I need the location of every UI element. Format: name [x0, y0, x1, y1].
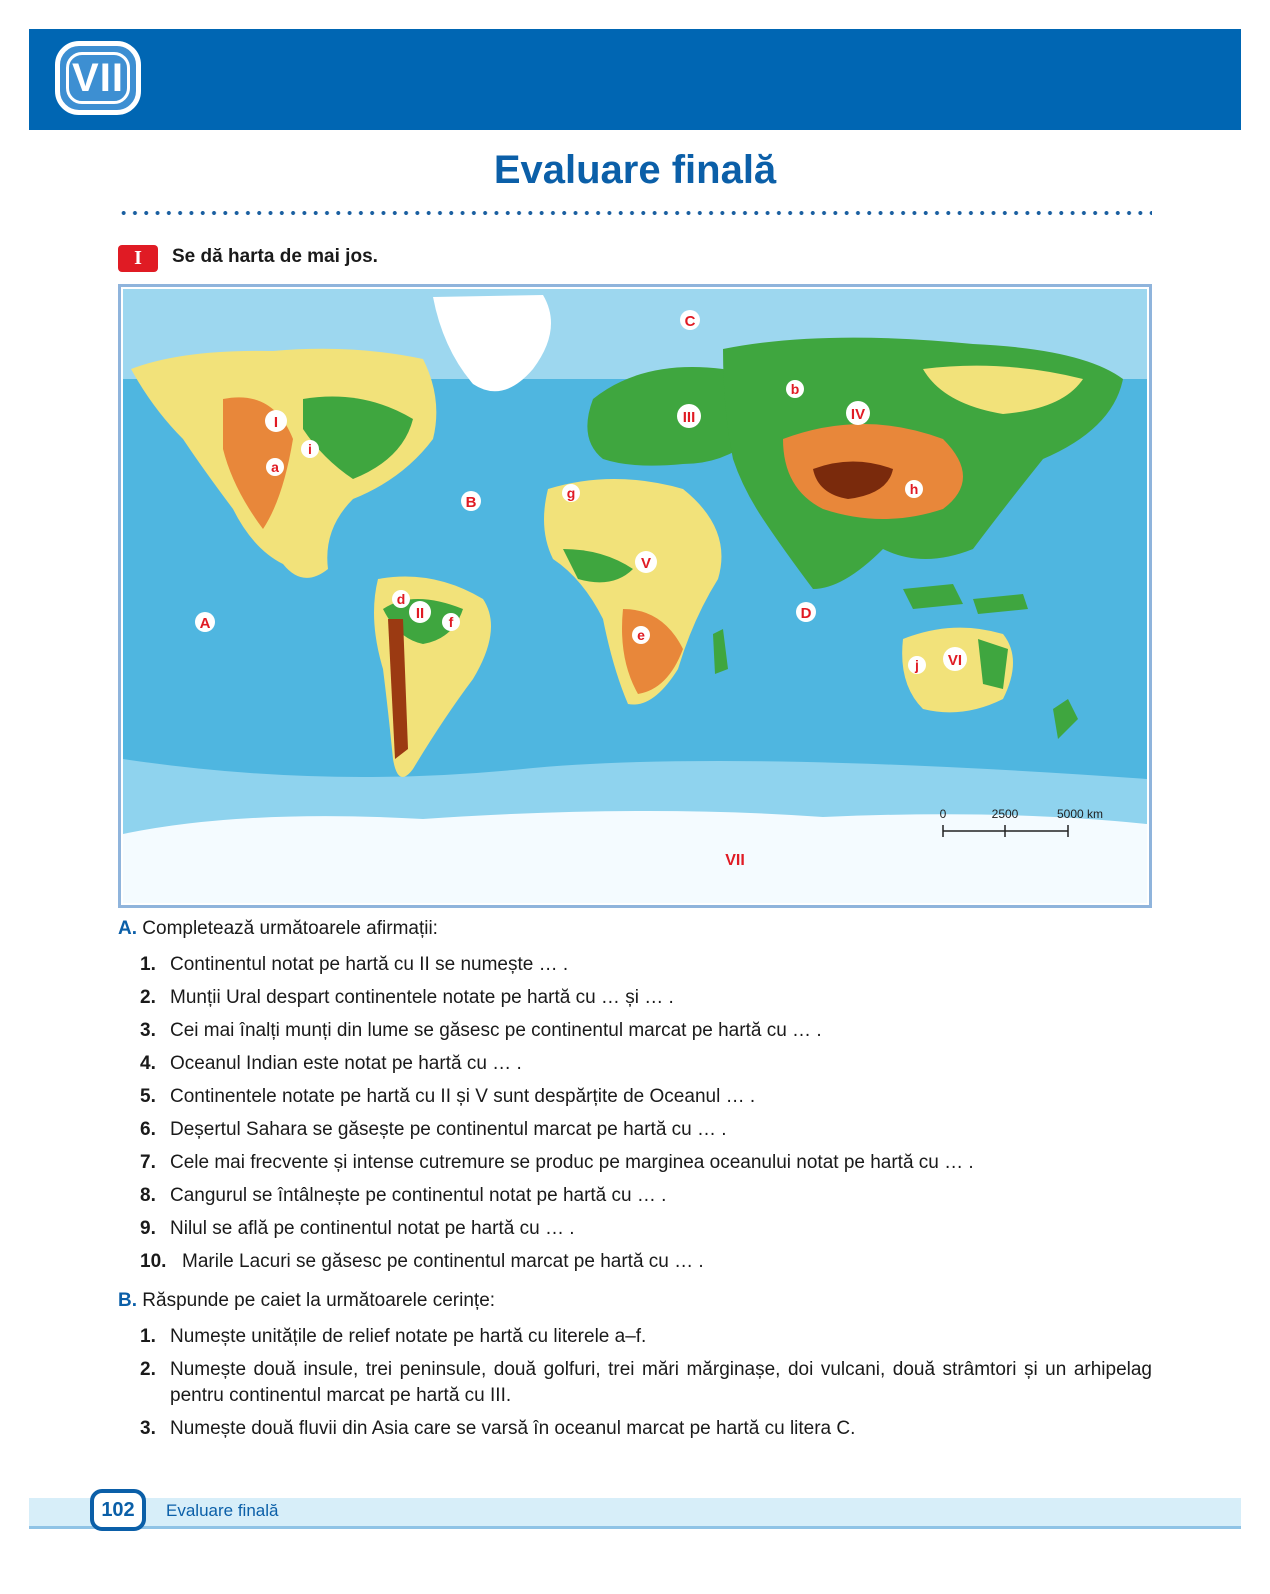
svg-text:h: h: [909, 481, 919, 497]
section-b-text: Răspunde pe caiet la următoarele cerințe:: [142, 1290, 496, 1311]
footer-title: Evaluare finală: [166, 1501, 279, 1520]
label-relief-i: [301, 440, 319, 458]
list-item: 7. Cele mai frecvente și intense cutremure se produc pe marginea oceanului notat pe hartă cu … .: [140, 1152, 974, 1173]
list-item: 1. Continentul notat pe hartă cu II se numește … .: [140, 954, 569, 975]
label-relief-e: [632, 626, 650, 644]
list-item: 9. Nilul se află pe continentul notat pe hartă cu … .: [140, 1218, 575, 1239]
label-continent-III: [677, 404, 701, 428]
list-item: 5. Continentele notate pe hartă cu II și V sunt despărțite de Oceanul … .: [140, 1086, 756, 1107]
label-continent-VII: [725, 852, 745, 869]
svg-text:C: C: [684, 313, 696, 330]
label-continent-II: [409, 601, 431, 623]
svg-text:D: D: [800, 605, 812, 622]
svg-text:g: g: [566, 485, 576, 501]
svg-text:B: B: [465, 494, 477, 511]
section-a-heading: [118, 918, 438, 940]
label-relief-g: [562, 484, 580, 502]
page-number: 102: [90, 1489, 146, 1531]
svg-text:IV: IV: [850, 406, 866, 423]
label-ocean-B: [461, 491, 481, 511]
list-item: 8. Cangurul se întâlnește pe continentul notat pe hartă cu … .: [140, 1185, 667, 1206]
svg-text:I: I: [273, 414, 279, 431]
exercise-intro: Se dă harta de mai jos.: [172, 246, 378, 267]
label-relief-a: [266, 458, 284, 476]
list-item: 1. Numește unitățile de relief notate pe hartă cu literele a–f.: [140, 1326, 647, 1347]
svg-text:V: V: [640, 555, 652, 572]
svg-text:i: i: [308, 441, 312, 457]
world-map: [118, 284, 1152, 908]
label-ocean-C: [680, 310, 700, 330]
svg-text:b: b: [790, 381, 800, 397]
label-continent-V: [635, 551, 657, 573]
scale-tick-2500: 2500: [991, 807, 1019, 821]
label-continent-IV: [846, 401, 870, 425]
unit-banner: [29, 29, 1241, 130]
svg-text:e: e: [637, 627, 645, 643]
svg-text:f: f: [448, 614, 454, 630]
list-item: 6. Deșertul Sahara se găsește pe continentul marcat pe hartă cu … .: [140, 1119, 727, 1140]
label-relief-h: [905, 480, 923, 498]
label-relief-f: [442, 613, 460, 631]
label-ocean-A: [195, 612, 215, 632]
world-map-svg: [123, 289, 1147, 903]
label-relief-j: [908, 656, 926, 674]
list-item: 3. Numește două fluvii din Asia care se varsă în oceanul marcat pe hartă cu litera C.: [140, 1418, 856, 1439]
svg-text:II: II: [415, 605, 425, 622]
svg-text:d: d: [396, 591, 406, 607]
section-a-letter: A.: [118, 918, 137, 939]
scale-tick-5000: 5000 km: [1056, 807, 1104, 821]
list-item: 10. Marile Lacuri se găsesc pe continentul marcat pe hartă cu … .: [140, 1251, 704, 1272]
dotted-divider: [118, 210, 1152, 216]
exercise-number: I: [118, 245, 158, 272]
label-relief-d: [392, 590, 410, 608]
scale-tick-0: 0: [939, 807, 947, 821]
section-b-heading: [118, 1290, 495, 1312]
label-continent-I: [265, 410, 287, 432]
label-relief-b: [786, 380, 804, 398]
svg-text:VII: VII: [725, 852, 745, 869]
section-a-text: Completează următoarele afirmații:: [142, 918, 438, 939]
svg-text:VI: VI: [947, 652, 963, 669]
section-b-letter: B.: [118, 1290, 137, 1311]
page-title: Evaluare finală: [493, 148, 777, 192]
unit-badge: [55, 41, 141, 115]
svg-text:j: j: [915, 657, 919, 673]
section-b-list: [140, 1320, 1152, 1445]
svg-text:a: a: [271, 459, 279, 475]
unit-number: VII: [72, 55, 124, 100]
svg-text:A: A: [199, 615, 211, 632]
list-item: 2. Numește două insule, trei peninsule, două golfuri, trei mări mărginașe, doi vulcani, două strâmtori și un arhipelag pentru continentul marcat pe hartă cu III.: [140, 1359, 1152, 1406]
list-item: 3. Cei mai înalți munți din lume se găsesc pe continentul marcat pe hartă cu … .: [140, 1020, 822, 1041]
label-continent-VI: [943, 647, 967, 671]
label-ocean-D: [796, 602, 816, 622]
section-a-list: [140, 948, 1150, 1278]
svg-text:III: III: [682, 409, 696, 426]
list-item: 4. Oceanul Indian este notat pe hartă cu … .: [140, 1053, 522, 1074]
list-item: 2. Munții Ural despart continentele notate pe hartă cu … și … .: [140, 987, 674, 1008]
